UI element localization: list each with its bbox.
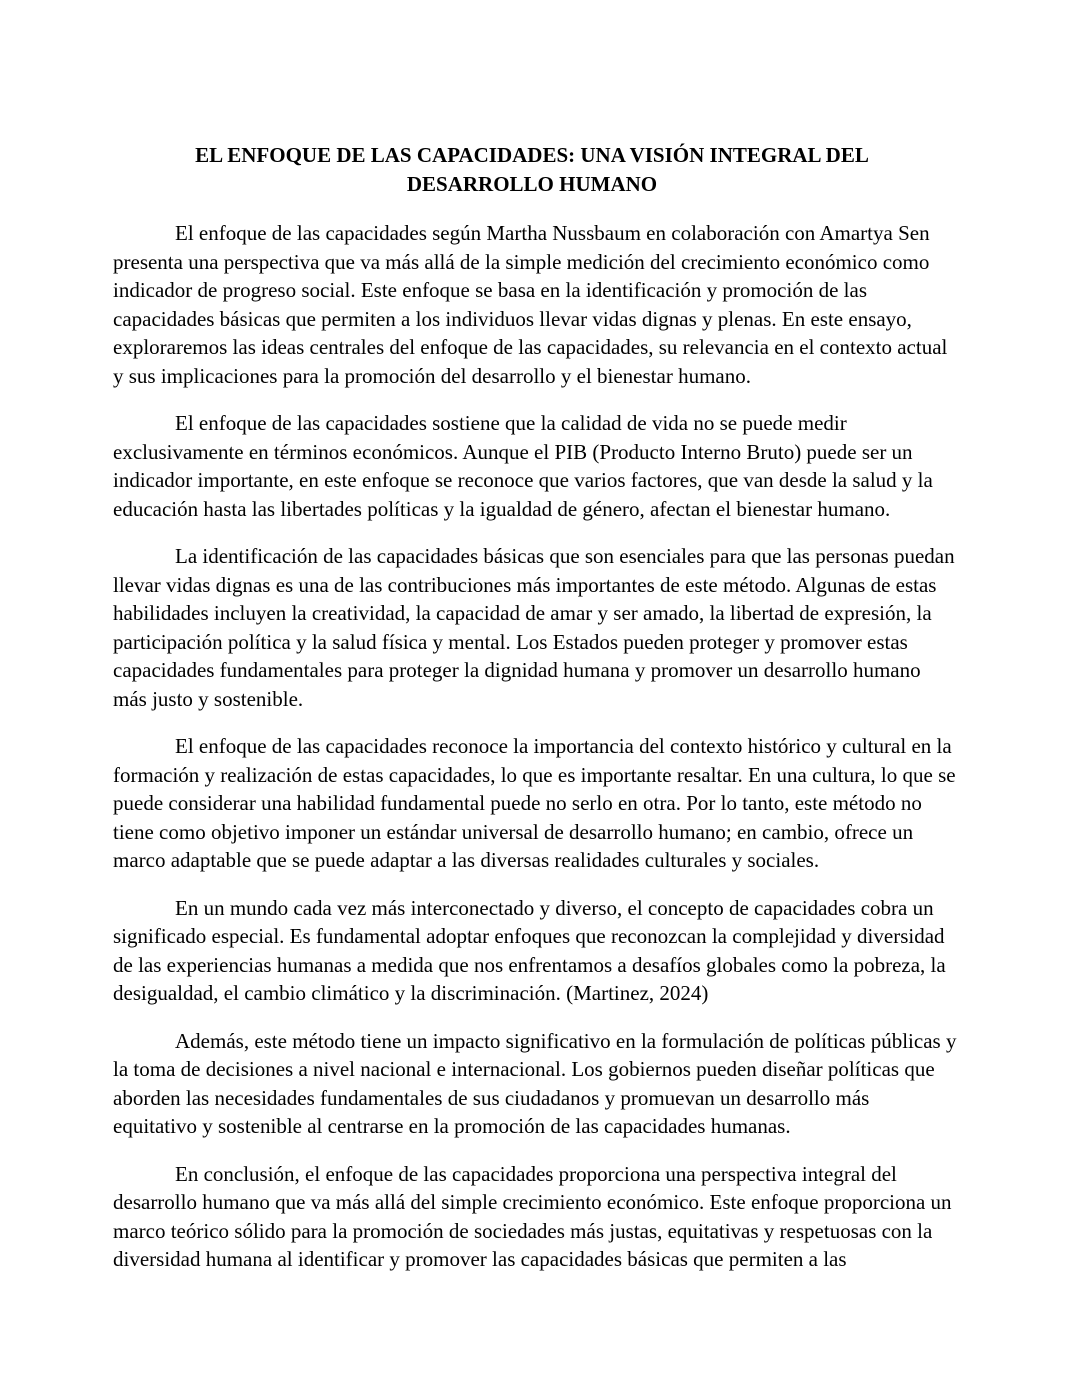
paragraph-public-policy: Además, este método tiene un impacto significativo en la formulación de políticas públicas y la toma de decisiones a nivel nacional e internacional. Los gobiernos pueden diseñar políticas que aborden las necesidades fundamentales de sus ciudadanos y promuevan un desarrollo más equitativo y sostenible al centrarse en la promoción de las capacidades humanas. — [113, 1028, 957, 1138]
paragraph-introduction: El enfoque de las capacidades según Martha Nussbaum en colaboración con Amartya Sen presenta una perspectiva que va más allá de la simple medición del crecimiento económico como indicador de progreso social. Este enfoque se basa en la identificación y promoción de las capacidades básicas que permiten a los individuos llevar vidas dignas y plenas. En este ensayo, exploraremos las ideas centrales del enfoque de las capacidades, su relevancia en el contexto actual y sus implicaciones para la promoción del desarrollo y el bienestar humano. — [113, 221, 948, 388]
document-title-line-1: EL ENFOQUE DE LAS CAPACIDADES: UNA VISIÓN INTEGRAL DEL — [195, 143, 869, 167]
paragraph-cultural-context: El enfoque de las capacidades reconoce la importancia del contexto histórico y cultural en la formación y realización de estas capacidades, lo que es importante resaltar. En una cultura, lo que se puede considerar una habilidad fundamental puede no serlo en otra. Por lo tanto, este método no tiene como objetivo imponer un estándar universal de desarrollo humano; en cambio, ofrece un marco adaptable que se puede adaptar a las diversas realidades culturales y sociales. — [113, 734, 956, 872]
paragraph-global-challenges: En un mundo cada vez más interconectado y diverso, el concepto de capacidades cobra un significado especial. Es fundamental adoptar enfoques que reconozcan la complejidad y diversidad de las experiencias humanas a medida que nos enfrentamos a desafíos globales como la pobreza, la desigualdad, el cambio climático y la discriminación. (Martinez, 2024) — [113, 895, 946, 1005]
document-title — [113, 141, 958, 198]
paragraph-basic-capabilities: La identificación de las capacidades básicas que son esenciales para que las personas puedan llevar vidas dignas es una de las contribuciones más importantes de este método. Algunas de estas habilidades incluyen la creatividad, la capacidad de amar y ser amado, la libertad de expresión, la participación política y la salud física y mental. Los Estados pueden proteger y promover estas capacidades fundamentales para proteger la dignidad humana y promover un desarrollo humano más justo y sostenible. — [113, 544, 955, 711]
document-title-line-2: DESARROLLO HUMANO — [406, 171, 658, 196]
paragraph-quality-of-life: El enfoque de las capacidades sostiene que la calidad de vida no se puede medir exclusivamente en términos económicos. Aunque el PIB (Producto Interno Bruto) puede ser un indicador importante, en este enfoque se reconoce que varios factores, que van desde la salud y la educación hasta las libertades políticas y la igualdad de género, afectan el bienestar humano. — [113, 411, 933, 521]
paragraph-conclusion: En conclusión, el enfoque de las capacidades proporciona una perspectiva integral del desarrollo humano que va más allá del simple crecimiento económico. Este enfoque proporciona un marco teórico sólido para la promoción de sociedades más justas, equitativas y respetuosas con la diversidad humana al identificar y promover las capacidades básicas que permiten a las — [113, 1161, 952, 1271]
